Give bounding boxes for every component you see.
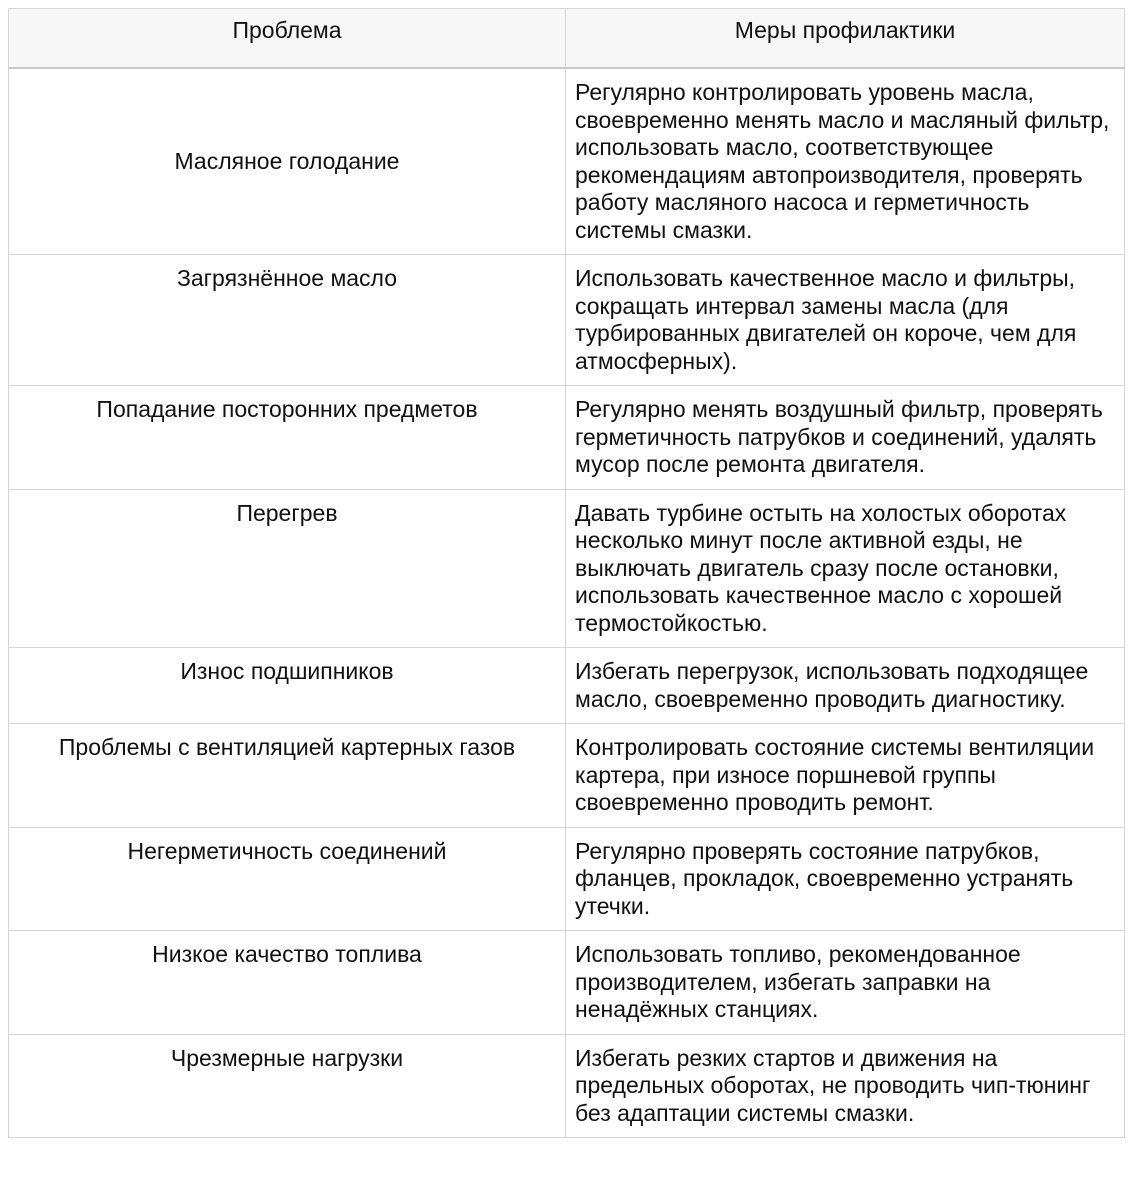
problem-cell: Проблемы с вентиляцией картерных газов bbox=[9, 724, 566, 828]
table-body bbox=[9, 68, 1125, 1138]
table-row bbox=[9, 1034, 1125, 1138]
problem-cell: Чрезмерные нагрузки bbox=[9, 1034, 566, 1138]
problem-cell: Низкое качество топлива bbox=[9, 931, 566, 1035]
problem-cell: Загрязнённое масло bbox=[9, 255, 566, 386]
table-row bbox=[9, 255, 1125, 386]
measure-cell: Давать турбине остыть на холостых оборотах несколько минут после активной езды, не выключать двигатель сразу после остановки, использовать качественное масло с хорошей термостойкостью. bbox=[566, 489, 1125, 648]
problem-cell: Износ подшипников bbox=[9, 648, 566, 724]
column-header-problem: Проблема bbox=[9, 9, 566, 69]
table-row bbox=[9, 827, 1125, 931]
measure-cell: Использовать качественное масло и фильтры, сокращать интервал замены масла (для турбированных двигателей он короче, чем для атмосферных). bbox=[566, 255, 1125, 386]
table-row bbox=[9, 931, 1125, 1035]
table-row bbox=[9, 648, 1125, 724]
measure-cell: Регулярно проверять состояние патрубков, фланцев, прокладок, своевременно устранять утечки. bbox=[566, 827, 1125, 931]
measure-cell: Контролировать состояние системы вентиляции картера, при износе поршневой группы своевременно проводить ремонт. bbox=[566, 724, 1125, 828]
measure-cell: Регулярно контролировать уровень масла, своевременно менять масло и масляный фильтр, использовать масло, соответствующее рекомендациям автопроизводителя, проверять работу масляного насоса и герметичность системы смазки. bbox=[566, 68, 1125, 255]
problem-cell: Перегрев bbox=[9, 489, 566, 648]
table-row bbox=[9, 68, 1125, 255]
problem-cell: Попадание посторонних предметов bbox=[9, 386, 566, 490]
problem-cell: Масляное голодание bbox=[9, 68, 566, 255]
measure-cell: Использовать топливо, рекомендованное производителем, избегать заправки на ненадёжных станциях. bbox=[566, 931, 1125, 1035]
header-row bbox=[9, 9, 1125, 69]
table-row bbox=[9, 724, 1125, 828]
prevention-table-container bbox=[8, 8, 1124, 1138]
prevention-table bbox=[8, 8, 1125, 1138]
problem-cell: Негерметичность соединений bbox=[9, 827, 566, 931]
measure-cell: Избегать резких стартов и движения на предельных оборотах, не проводить чип-тюнинг без адаптации системы смазки. bbox=[566, 1034, 1125, 1138]
table-row bbox=[9, 489, 1125, 648]
table-row bbox=[9, 386, 1125, 490]
table-header bbox=[9, 9, 1125, 69]
measure-cell: Регулярно менять воздушный фильтр, проверять герметичность патрубков и соединений, удалять мусор после ремонта двигателя. bbox=[566, 386, 1125, 490]
column-header-measures: Меры профилактики bbox=[566, 9, 1125, 69]
measure-cell: Избегать перегрузок, использовать подходящее масло, своевременно проводить диагностику. bbox=[566, 648, 1125, 724]
